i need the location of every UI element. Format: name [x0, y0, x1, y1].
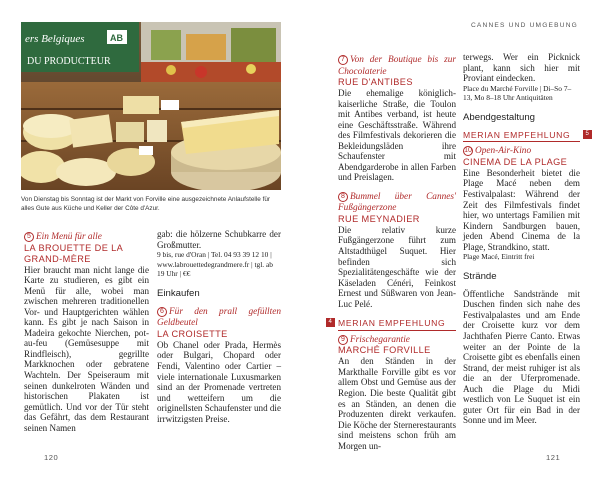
entry-7-text: Die ehemalige königlich-kaiserliche Straße, die Toulon mit Antibes verband, ist heute eine Geschäftsstraße. Während des Filmfestivals dekorieren die Bekleidungsläden ihre Schaufenster mit Abendgarderobe in allen Farben und Preislagen. — [338, 88, 456, 183]
entry-6-head — [157, 306, 281, 340]
svg-text:AB: AB — [110, 33, 123, 43]
entry-9-text: An den Ständen in der Markthalle Forville gibt es vor allem Obst und Gemüse aus der Region. Die beste Qualität gibt es an Ständen, an denen die Produzenten direkt verkaufen. Die Köche der Sternerestaurants sind meistens schon früh am Morgen un- — [338, 356, 456, 451]
section-beaches: Strände — [463, 270, 497, 282]
left-column-2 — [157, 229, 281, 424]
entry-number-badge: 10 — [464, 147, 472, 155]
entry-subtitle: Für den prall gefüllten Geldbeutel — [157, 306, 281, 329]
recommendation-label: MERIAN EMPFEHLUNG — [338, 318, 446, 329]
entry-9-text-cont: terwegs. Wer ein Picknick plant, kann sich hier mit Proviant eindecken. — [463, 52, 580, 84]
entry-number-badge: 7 — [338, 55, 348, 65]
merian-recommendation-bar — [328, 318, 456, 331]
entry-8-head — [338, 191, 456, 225]
entry-5-head — [24, 231, 149, 265]
entry-number-badge: 5 — [24, 232, 34, 242]
cheese-market-image — [21, 22, 281, 190]
entry-subtitle: Open-Air-Kino — [475, 146, 532, 157]
page-number-right: 121 — [546, 453, 561, 462]
left-column-1 — [24, 229, 149, 433]
left-page — [0, 0, 290, 478]
right-column-2 — [463, 52, 590, 426]
entry-name: RUE D'ANTIBES — [338, 77, 413, 87]
entry-number-badge: 6 — [157, 307, 167, 317]
entry-name: MARCHÉ FORVILLE — [338, 345, 431, 356]
entry-10-head — [463, 145, 580, 168]
recommendation-badge: 4 — [326, 318, 335, 327]
entry-8-text: Die relativ kurze Fußgängerzone führt zum Altstadthügel Suquet. Hier befinden sich Spezialitätengeschäfte wie der Käseladen Cénéri, Feinkost Ernest und Süßwaren von Jean-Luc Pelé. — [338, 224, 456, 309]
entry-subtitle: Frischegarantie — [350, 334, 410, 345]
entry-number-badge: 8 — [338, 192, 348, 202]
entry-name-cont: GRAND-MÈRE — [24, 253, 91, 264]
entry-subtitle: Von der Boutique bis zur Chocolaterie — [338, 55, 456, 77]
right-page — [300, 0, 600, 478]
svg-text:DU PRODUCTEUR: DU PRODUCTEUR — [27, 56, 111, 67]
entry-name: LA CROISETTE — [157, 328, 228, 339]
entry-6-text: Ob Chanel oder Prada, Hermès oder Bulgari, Chopard oder Fendi, Valentino oder Cartier – viele internationale Luxusmarken sind an der Promenade vertreten und wetteifern um die originellsten Schaufenster und die irrwitzigsten Preise. — [157, 339, 281, 424]
entry-subtitle: Bummel über Cannes' Fußgängerzone — [338, 191, 456, 214]
entry-name: LA BROUETTE DE LA — [24, 242, 124, 253]
entry-number-badge: 9 — [338, 335, 348, 345]
entry-name: CINEMA DE LA PLAGE — [463, 156, 568, 167]
merian-recommendation-bar — [463, 129, 590, 143]
section-shopping: Einkaufen — [157, 287, 200, 299]
entry-10-address: Plage Macé, Eintritt frei — [463, 252, 535, 262]
entry-9-address: Place du Marché Forville | Di–So 7–13, Mo 8–18 Uhr Antiquitäten — [463, 83, 572, 103]
svg-text:ers Belgiques: ers Belgiques — [25, 33, 85, 45]
entry-10-text: Eine Besonderheit bietet die Plage Macé neben dem Festivalpalast: Während der Zeit des Filmfestivals findet hier, wo untertags Familien mit Kindern Sandburgen bauen, jeden Abend Cinema de la Plage, Strandkino, statt. — [463, 167, 580, 252]
section-evening: Abendgestaltung — [463, 111, 536, 123]
entry-5-address: 9 bis, rue d'Oran | Tel. 04 93 39 12 10 | www.labrouettedegrandmere.fr | tgl. ab 19 Uhr | €€ — [157, 250, 273, 279]
entry-5-text-cont: gab: die hölzerne Schubkarre der Großmutter. — [157, 229, 281, 250]
entry-9-head — [338, 334, 456, 357]
right-column-1 — [328, 52, 456, 451]
entry-7-head — [338, 54, 456, 88]
photo-caption: Von Dienstag bis Sonntag ist der Markt von Forville eine ausgezeichnete Anlaufstelle für alles Gute aus Küche und Keller der Côte d'Azur. — [21, 196, 271, 212]
entry-5-text: Hier braucht man nicht lange die Karte zu studieren, es gibt ein Menü für alle, wobei man zwischen mehreren traditionellen Vor- und Hauptgerichten wählen kann. Es gibt je nach Saison in Madeira gekochte Nierchen, pot-au-feu (Gemüsesuppe mit Rindfleisch), gegrillte Markknochen oder gebratene Wachteln. Der Speiseraum mit seinen dunkelroten Wänden und historischen Plakaten ist gemütlich. Und vor der Tür steht das Gefährt, das dem Restaurant seinen Namen — [24, 264, 149, 433]
recommendation-label: MERIAN EMPFEHLUNG — [463, 129, 571, 140]
entry-subtitle: Ein Menü für alle — [36, 232, 102, 242]
beaches-text: Öffentliche Sandstrände mit Duschen finden sich nahe des Festivalpalastes und am Ende der Croisette kurz vor dem Jachthafen Pierre Canto. Etwas weiter an der Pointe de la Croisette gibt es ebenfalls einen Strand, der meist ruhiger ist als die an der Uferpromenade. Auch die Plage du Midi westlich von Le Suquet ist ein guter Ort für ein Bad in der Sonne und im Meer. — [463, 288, 580, 426]
recommendation-badge: 5 — [583, 130, 592, 139]
page-number-left: 120 — [44, 453, 59, 462]
market-photo — [21, 22, 281, 190]
entry-name: RUE MEYNADIER — [338, 213, 420, 224]
running-head: CANNES UND UMGEBUNG — [470, 22, 578, 29]
